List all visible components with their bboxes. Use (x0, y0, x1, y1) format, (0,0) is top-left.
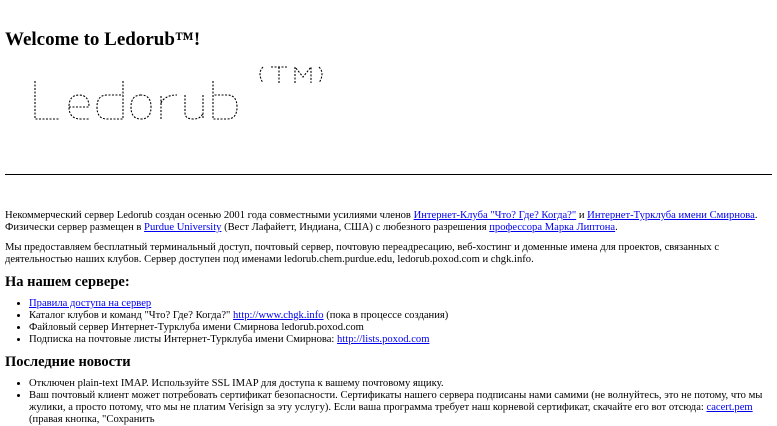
news-heading: Последние новости (5, 354, 131, 370)
list-item (29, 334, 772, 346)
chgk-info-link[interactable]: http://www.chgk.info (233, 310, 324, 321)
on-server-heading: На нашем сервере: (5, 274, 130, 290)
list-item (29, 310, 772, 322)
intro-text-2: и (576, 210, 588, 221)
on-server-list (5, 298, 772, 346)
smirnov-tourclub-link[interactable]: Интернет-Турклуба имени Смирнова (587, 210, 755, 221)
list-item: • Файловый сервер Интернет-Турклуба имени Смирнова ledorub.poxod.com (29, 322, 772, 334)
catalog-note: (пока в процессе создания) (323, 310, 449, 321)
list-item (29, 298, 772, 310)
ledorub-ascii-logo (31, 61, 772, 141)
intro-text-4: (Вест Лафайетт, Индиана, США) с любезного разрешения (221, 222, 490, 233)
mailing-lists-text: Подписка на почтовые листы Интернет-Турклуба имени Смирнова: (29, 334, 338, 345)
certificate-tail: (правая кнопка, "Сохранить (29, 414, 155, 425)
professor-lipton-link[interactable]: профессора Марка Липтона (489, 222, 616, 233)
cacert-link[interactable]: cacert.pem (706, 402, 753, 413)
services-paragraph: Мы предоставляем бесплатный терминальный доступ, почтовый сервер, почтовую переадресацию, веб-хостинг и доменные имена для проектов, связанных с деятельностью наших клубов. Сервер доступен под именами ledorub.chem.purdue.edu, ledorub.poxod.com и chgk.info. (5, 242, 720, 265)
intro-text-5: . (615, 222, 618, 233)
separator-line (5, 174, 772, 175)
news-list (5, 378, 772, 426)
purdue-university-link[interactable]: Purdue University (144, 222, 222, 233)
list-item: • Отключен plain-text IMAP. Используйте SSL IMAP для доступа к вашему почтовому ящику. (29, 378, 772, 390)
access-rules-link[interactable]: Правила доступа на сервер (29, 298, 152, 309)
chgk-club-link[interactable]: Интернет-Клуба "Что? Где? Когда?" (413, 210, 577, 221)
intro-paragraph (5, 210, 772, 234)
intro-text-3: . Физически сервер размещен в (5, 210, 758, 233)
page-title: Welcome to Ledorub™! (5, 29, 201, 50)
list-item (29, 390, 772, 426)
ledorub-logo-art (31, 61, 371, 141)
catalog-text: Каталог клубов и команд "Что? Где? Когда?" (29, 310, 234, 321)
lists-poxod-link[interactable]: http://lists.poxod.com (337, 334, 430, 345)
certificate-text: Ваш почтовый клиент может потребовать сертификат безопасности. Сертификаты нашего сервера подписаны нами самими (не волнуйтесь, это не потому, что мы жулики, а просто потому, что мы не платим Verisign за эту услугу). Если ваша программа требует наш корневой сертификат, скачайте его вот отсюда: (29, 390, 763, 413)
intro-text-1: Некоммерческий сервер Ledorub создан осенью 2001 года совместными усилиями членов (5, 210, 414, 221)
